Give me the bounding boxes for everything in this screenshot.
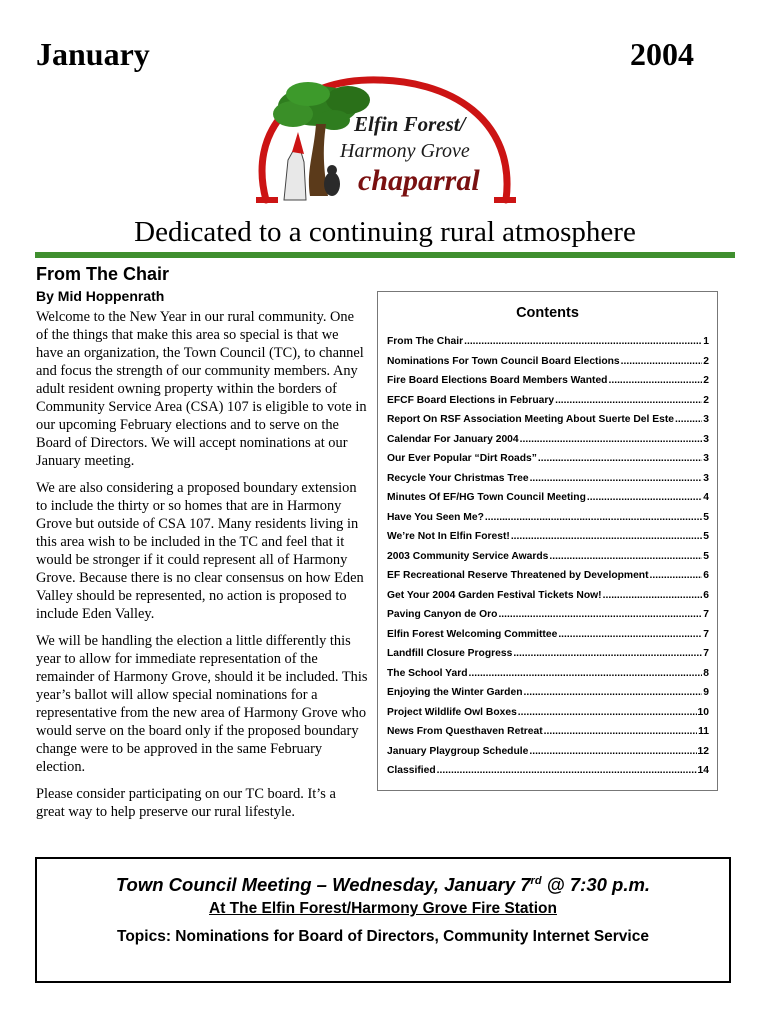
contents-item-page: 5 — [703, 550, 709, 562]
contents-leader-dots — [555, 395, 702, 406]
contents-leader-dots — [437, 765, 697, 776]
contents-leader-dots — [621, 356, 703, 367]
contents-item — [387, 531, 709, 551]
contents-item-title: News From Questhaven Retreat — [387, 726, 543, 737]
contents-item-page: 2 — [703, 355, 709, 367]
contents-item — [387, 707, 709, 727]
contents-item-title: Calendar For January 2004 — [387, 433, 519, 445]
tagline: Dedicated to a continuing rural atmosphere — [134, 216, 636, 248]
gnome-figure — [284, 132, 306, 200]
article-paragraph: Please consider participating on our TC board. It’s a great way to help preserve our rural lifestyle. — [36, 786, 336, 820]
child-figure — [324, 165, 340, 196]
contents-item — [387, 551, 709, 571]
contents-item-title: Elfin Forest Welcoming Committee — [387, 628, 558, 640]
contents-item-title: Project Wildlife Owl Boxes — [387, 706, 517, 718]
contents-item — [387, 629, 709, 649]
contents-item-title: Report On RSF Association Meeting About Suerte Del Este — [387, 414, 675, 425]
contents-item — [387, 590, 709, 610]
contents-leader-dots — [520, 434, 703, 445]
article-body — [36, 308, 368, 830]
contents-leader-dots — [485, 512, 702, 523]
contents-item — [387, 512, 709, 532]
contents-leader-dots — [529, 746, 696, 757]
contents-item — [387, 648, 709, 668]
contents-item-title: Minutes Of EF/HG Town Council Meeting — [387, 492, 586, 503]
meeting-heading-time: @ 7:30 p.m. — [541, 874, 651, 895]
logo-title-line2: Harmony Grove — [340, 140, 470, 162]
contents-item-title: EFCF Board Elections in February — [387, 394, 555, 406]
contents-leader-dots — [603, 590, 703, 601]
contents-leader-dots — [544, 726, 697, 737]
contents-item — [387, 765, 709, 785]
header-divider — [35, 252, 735, 258]
logo-title-line1: Elfin Forest/ — [354, 112, 466, 136]
contents-item-page: 8 — [703, 667, 709, 679]
contents-item-title: Enjoying the Winter Garden — [387, 687, 523, 698]
contents-item — [387, 473, 709, 493]
contents-item-title: Fire Board Elections Board Members Wanted — [387, 375, 608, 386]
contents-item — [387, 746, 709, 766]
contents-item-page: 9 — [703, 687, 709, 698]
meeting-announcement — [35, 857, 731, 983]
contents-item-page: 4 — [703, 492, 709, 503]
contents-item-page: 7 — [703, 609, 709, 620]
contents-item-page: 3 — [703, 433, 709, 445]
article-paragraph: We are also considering a proposed boundary extension to include the thirty or so homes that are in Harmony Grove but outside of CSA 107. Many residents living in this area wish to be included in the TC and feel that it would be stronger if it could represent all of Harmony Grove. Because there is no clear consensus on how Eden Valley should be represented, no action is proposed to include Eden Valley. — [36, 480, 364, 622]
contents-item-title: Landfill Closure Progress — [387, 648, 513, 659]
contents-item-page: 2 — [703, 375, 709, 386]
contents-item — [387, 726, 709, 746]
contents-item — [387, 492, 709, 512]
contents-leader-dots — [498, 609, 702, 620]
contents-leader-dots — [511, 531, 702, 542]
contents-item — [387, 356, 709, 376]
contents-item-title: Nominations For Town Council Board Elections — [387, 355, 620, 367]
meeting-heading — [37, 874, 729, 896]
logo-title-line3: chaparral — [358, 164, 480, 197]
contents-item-title: Our Ever Popular “Dirt Roads” — [387, 453, 537, 464]
contents-leader-dots — [558, 629, 702, 640]
contents-item — [387, 453, 709, 473]
meeting-heading-text: Town Council Meeting – Wednesday, January 7 — [115, 874, 531, 895]
issue-month: January — [36, 36, 150, 72]
contents-leader-dots — [538, 453, 702, 464]
contents-item-page: 3 — [703, 414, 709, 425]
contents-leader-dots — [524, 687, 703, 698]
article-byline: By Mid Hoppenrath — [36, 288, 165, 304]
contents-item-page: 10 — [697, 706, 709, 718]
contents-item-page: 1 — [703, 336, 709, 347]
contents-title: Contents — [516, 305, 579, 321]
contents-item-title: Have You Seen Me? — [387, 511, 484, 523]
contents-item-title: 2003 Community Service Awards — [387, 550, 549, 562]
meeting-topics: Topics: Nominations for Board of Directors, Community Internet Service — [117, 928, 649, 945]
contents-item — [387, 336, 709, 356]
contents-item-page: 3 — [703, 472, 709, 484]
contents-item-title: The School Yard — [387, 667, 468, 679]
issue-year: 2004 — [630, 36, 694, 72]
contents-leader-dots — [675, 414, 702, 425]
contents-box — [377, 291, 718, 791]
contents-item — [387, 668, 709, 688]
contents-item-page: 3 — [703, 453, 709, 464]
contents-leader-dots — [530, 473, 703, 484]
meeting-location: At The Elfin Forest/Harmony Grove Fire Station — [209, 900, 557, 917]
contents-item-title: Get Your 2004 Garden Festival Tickets Now! — [387, 589, 602, 601]
contents-leader-dots — [587, 492, 702, 503]
contents-item-page: 7 — [703, 648, 709, 659]
contents-leader-dots — [608, 375, 702, 386]
contents-item — [387, 375, 709, 395]
contents-item-title: Recycle Your Christmas Tree — [387, 472, 529, 484]
contents-item-page: 5 — [703, 531, 709, 542]
contents-item-title: EF Recreational Reserve Threatened by Development — [387, 570, 649, 581]
contents-item — [387, 609, 709, 629]
contents-leader-dots — [513, 648, 702, 659]
contents-item-page: 7 — [703, 628, 709, 640]
contents-item-title: Classified — [387, 765, 436, 776]
contents-item — [387, 414, 709, 434]
contents-item-page: 11 — [698, 726, 709, 737]
contents-item-page: 6 — [703, 570, 709, 581]
contents-item-page: 14 — [697, 765, 709, 776]
contents-item-title: Paving Canyon de Oro — [387, 609, 498, 620]
article-paragraph: Welcome to the New Year in our rural community. One of the things that make this area so special is that we have an organization, the Town Council (TC), to channel and focus the strength of our community members. Any adult resident owning property within the borders of Community Service Area (CSA) 107 is eligible to vote in our upcoming February elections and to serve on the Board of Directors. We will accept nominations at our January meeting. — [36, 309, 367, 469]
contents-item — [387, 434, 709, 454]
contents-item — [387, 570, 709, 590]
contents-item-title: From The Chair — [387, 336, 464, 347]
contents-leader-dots — [464, 336, 702, 347]
article-paragraph: We will be handling the election a little differently this year to allow for immediate representation of the remainder of Harmony Grove, should it be included. This year’s ballot will allow special nominations for a representative from the new area of Harmony Grove who would serve on the board only if the proposed boundary change were to be approved in the same February election. — [36, 633, 368, 775]
contents-leader-dots — [549, 551, 702, 562]
meeting-heading-suffix: rd — [530, 874, 542, 887]
contents-leader-dots — [469, 668, 703, 679]
contents-list — [387, 336, 709, 785]
contents-item-page: 2 — [703, 394, 709, 406]
contents-item-page: 5 — [703, 511, 709, 523]
contents-item-page: 12 — [697, 745, 709, 757]
contents-item — [387, 395, 709, 415]
contents-item — [387, 687, 709, 707]
contents-item-title: We’re Not In Elfin Forest! — [387, 531, 510, 542]
contents-leader-dots — [650, 570, 703, 581]
article-heading: From The Chair — [36, 264, 170, 284]
contents-leader-dots — [518, 707, 697, 718]
contents-item-page: 6 — [703, 589, 709, 601]
contents-item-title: January Playgroup Schedule — [387, 745, 529, 757]
